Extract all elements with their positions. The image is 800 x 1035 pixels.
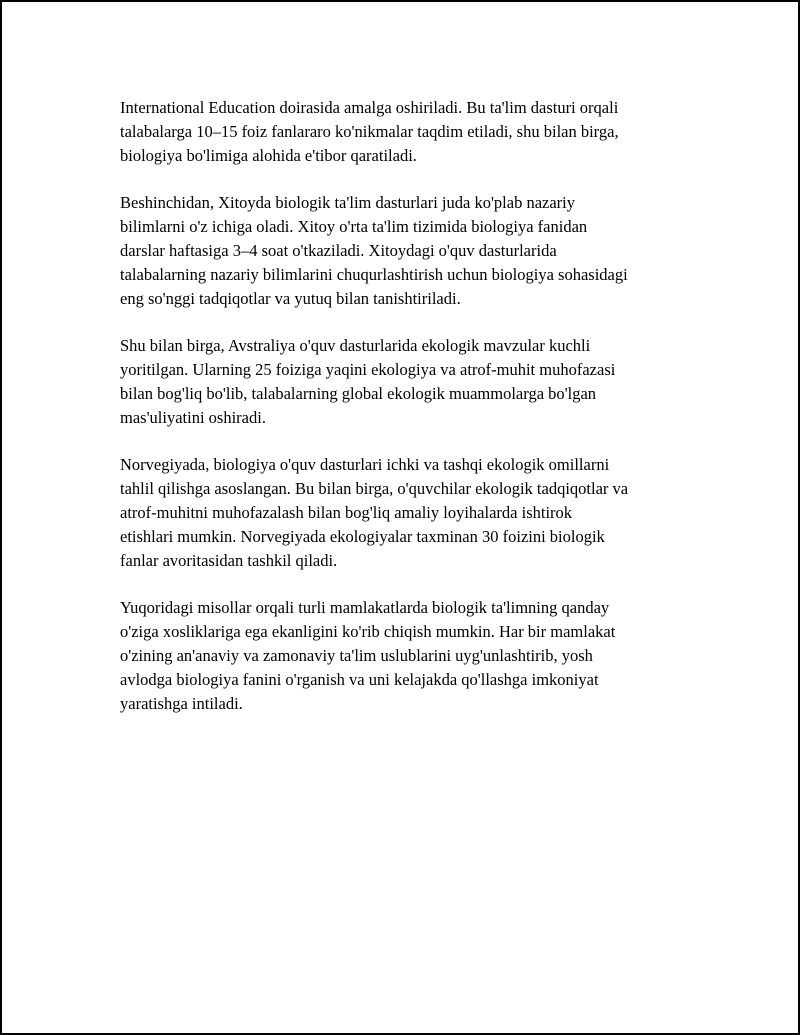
- paragraph-4: [120, 453, 700, 573]
- text-line: International Education doirasida amalga oshiriladi. Bu ta'lim dasturi orqali: [120, 98, 619, 117]
- text-line: Norvegiyada, biologiya o'quv dasturlari ichki va tashqi ekologik omillarni: [120, 455, 610, 474]
- text-line: mas'uliyatini oshiradi.: [120, 408, 266, 427]
- text-line: fanlar avoritasidan tashkil qiladi.: [120, 551, 338, 570]
- text-line: darslar haftasiga 3–4 soat o'tkaziladi. Xitoydagi o'quv dasturlarida: [120, 241, 557, 260]
- text-line: talabalarga 10–15 foiz fanlararo ko'nikmalar taqdim etiladi, shu bilan birga,: [120, 122, 619, 141]
- paragraph-2: [120, 191, 700, 311]
- text-line: bilan bog'liq bo'lib, talabalarning global ekologik muammolarga bo'lgan: [120, 384, 597, 403]
- text-line: bilimlarni o'z ichiga oladi. Xitoy o'rta ta'lim tizimida biologiya fanidan: [120, 217, 588, 236]
- text-line: talabalarning nazariy bilimlarini chuqurlashtirish uchun biologiya sohasidagi: [120, 265, 628, 284]
- text-line: biologiya bo'limiga alohida e'tibor qaratiladi.: [120, 146, 417, 165]
- text-line: o'ziga xosliklariga ega ekanligini ko'rib chiqish mumkin. Har bir mamlakat: [120, 622, 616, 641]
- paragraph-3: [120, 334, 700, 430]
- text-line: Shu bilan birga, Avstraliya o'quv dasturlarida ekologik mavzular kuchli: [120, 336, 591, 355]
- paragraph-1: [120, 96, 700, 168]
- text-line: Yuqoridagi misollar orqali turli mamlakatlarda biologik ta'limning qanday: [120, 598, 610, 617]
- document-body: [120, 96, 700, 739]
- text-line: Beshinchidan, Xitoyda biologik ta'lim dasturlari juda ko'plab nazariy: [120, 193, 576, 212]
- text-line: eng so'nggi tadqiqotlar va yutuq bilan tanishtiriladi.: [120, 289, 461, 308]
- text-line: yoritilgan. Ularning 25 foiziga yaqini ekologiya va atrof-muhit muhofazasi: [120, 360, 616, 379]
- text-line: etishlari mumkin. Norvegiyada ekologiyalar taxminan 30 foizini biologik: [120, 527, 605, 546]
- text-line: yaratishga intiladi.: [120, 694, 243, 713]
- paragraph-5: [120, 596, 700, 716]
- text-line: atrof-muhitni muhofazalash bilan bog'liq amaliy loyihalarda ishtirok: [120, 503, 573, 522]
- text-line: o'zining an'anaviy va zamonaviy ta'lim uslublarini uyg'unlashtirib, yosh: [120, 646, 593, 665]
- text-line: tahlil qilishga asoslangan. Bu bilan birga, o'quvchilar ekologik tadqiqotlar va: [120, 479, 629, 498]
- text-line: avlodga biologiya fanini o'rganish va uni kelajakda qo'llashga imkoniyat: [120, 670, 599, 689]
